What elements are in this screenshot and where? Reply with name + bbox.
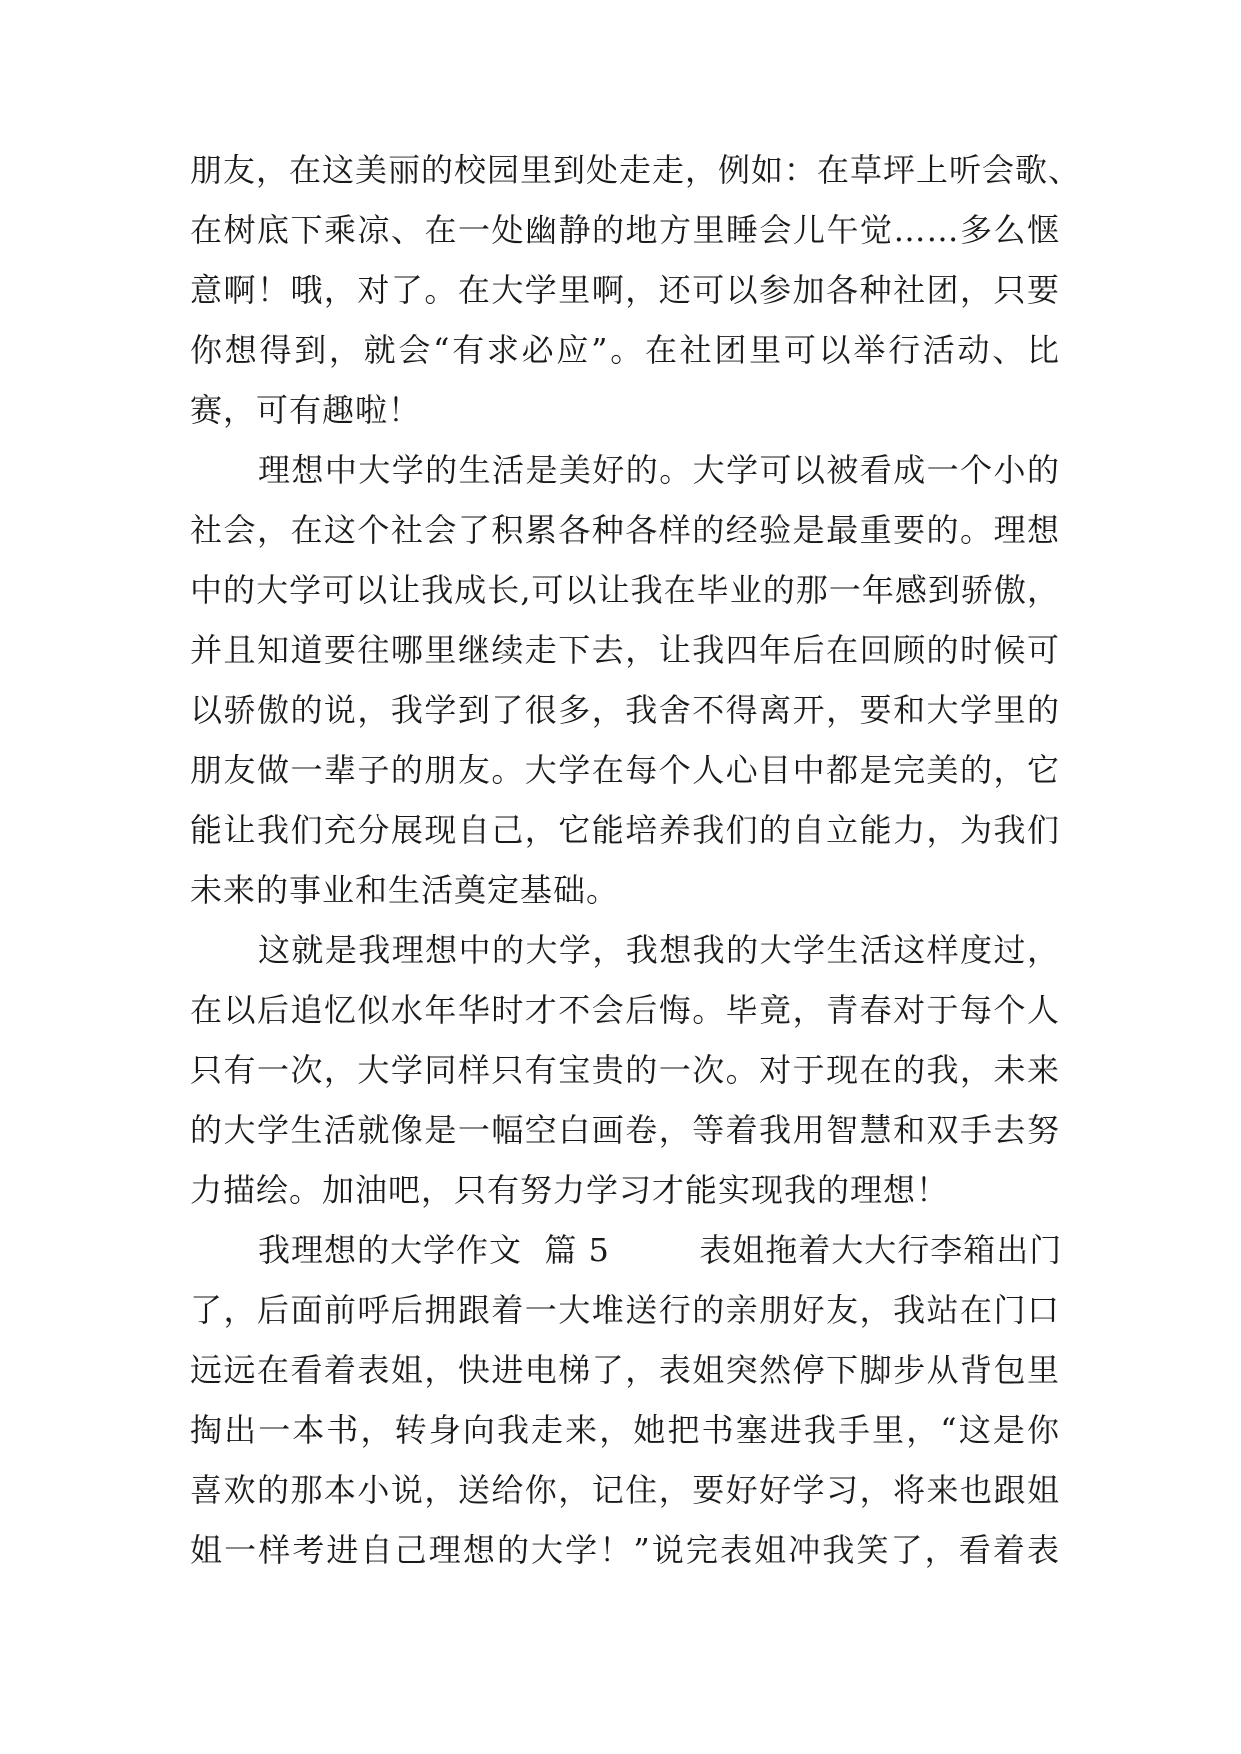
text-line: 只有一次，大学同样只有宝贵的一次。对于现在的我，未来	[190, 1051, 1060, 1089]
text-line: 意啊！哦，对了。在大学里啊，还可以参加各种社团，只要	[190, 271, 1060, 309]
text-line: 在树底下乘凉、在一处幽静的地方里睡会儿午觉……多么惬	[190, 211, 1060, 249]
text-line: 你想得到，就会“有求必应”。在社团里可以举行活动、比	[190, 331, 1060, 369]
text-line: 姐一样考进自己理想的大学！”说完表姐冲我笑了，看着表	[190, 1531, 1060, 1569]
text-line: 并且知道要往哪里继续走下去，让我四年后在回顾的时候可	[190, 631, 1060, 669]
text-line: 社会，在这个社会了积累各种各样的经验是最重要的。理想	[190, 511, 1060, 549]
text-line: 朋友，在这美丽的校园里到处走走，例如：在草坪上听会歌、	[190, 151, 1082, 189]
text-line: 了，后面前呼后拥跟着一大堆送行的亲朋好友，我站在门口	[190, 1291, 1060, 1329]
text-line: 未来的事业和生活奠定基础。	[190, 871, 620, 909]
text-line: 的大学生活就像是一幅空白画卷，等着我用智慧和双手去努	[190, 1111, 1060, 1149]
text-line: 中的大学可以让我成长,可以让我在毕业的那一年感到骄傲，	[190, 571, 1060, 609]
text-line: 赛，可有趣啦！	[190, 391, 422, 429]
text-line: 以骄傲的说，我学到了很多，我舍不得离开，要和大学里的	[190, 691, 1060, 729]
paragraph-start-line: 这就是我理想中的大学，我想我的大学生活这样度过，	[258, 931, 1060, 969]
text-line: 喜欢的那本小说，送给你，记住，要好好学习，将来也跟姐	[190, 1471, 1060, 1509]
text-line: 远远在看着表姐，快进电梯了，表姐突然停下脚步从背包里	[190, 1351, 1060, 1389]
text-line: 能让我们充分展现自己，它能培养我们的自立能力，为我们	[190, 811, 1060, 849]
text-line: 在以后追忆似水年华时才不会后悔。毕竟，青春对于每个人	[190, 991, 1060, 1029]
text-line: 朋友做一辈子的朋友。大学在每个人心目中都是完美的，它	[190, 751, 1060, 789]
paragraph-start-line: 我理想的大学作文 篇 5 表姐拖着大大行李箱出门	[258, 1231, 1063, 1269]
paragraph-start-line: 理想中大学的生活是美好的。大学可以被看成一个小的	[258, 451, 1060, 489]
text-line: 力描绘。加油吧，只有努力学习才能实现我的理想！	[190, 1171, 950, 1209]
text-line: 掏出一本书，转身向我走来，她把书塞进我手里，“这是你	[190, 1411, 1060, 1449]
document-body	[190, 140, 1082, 1580]
